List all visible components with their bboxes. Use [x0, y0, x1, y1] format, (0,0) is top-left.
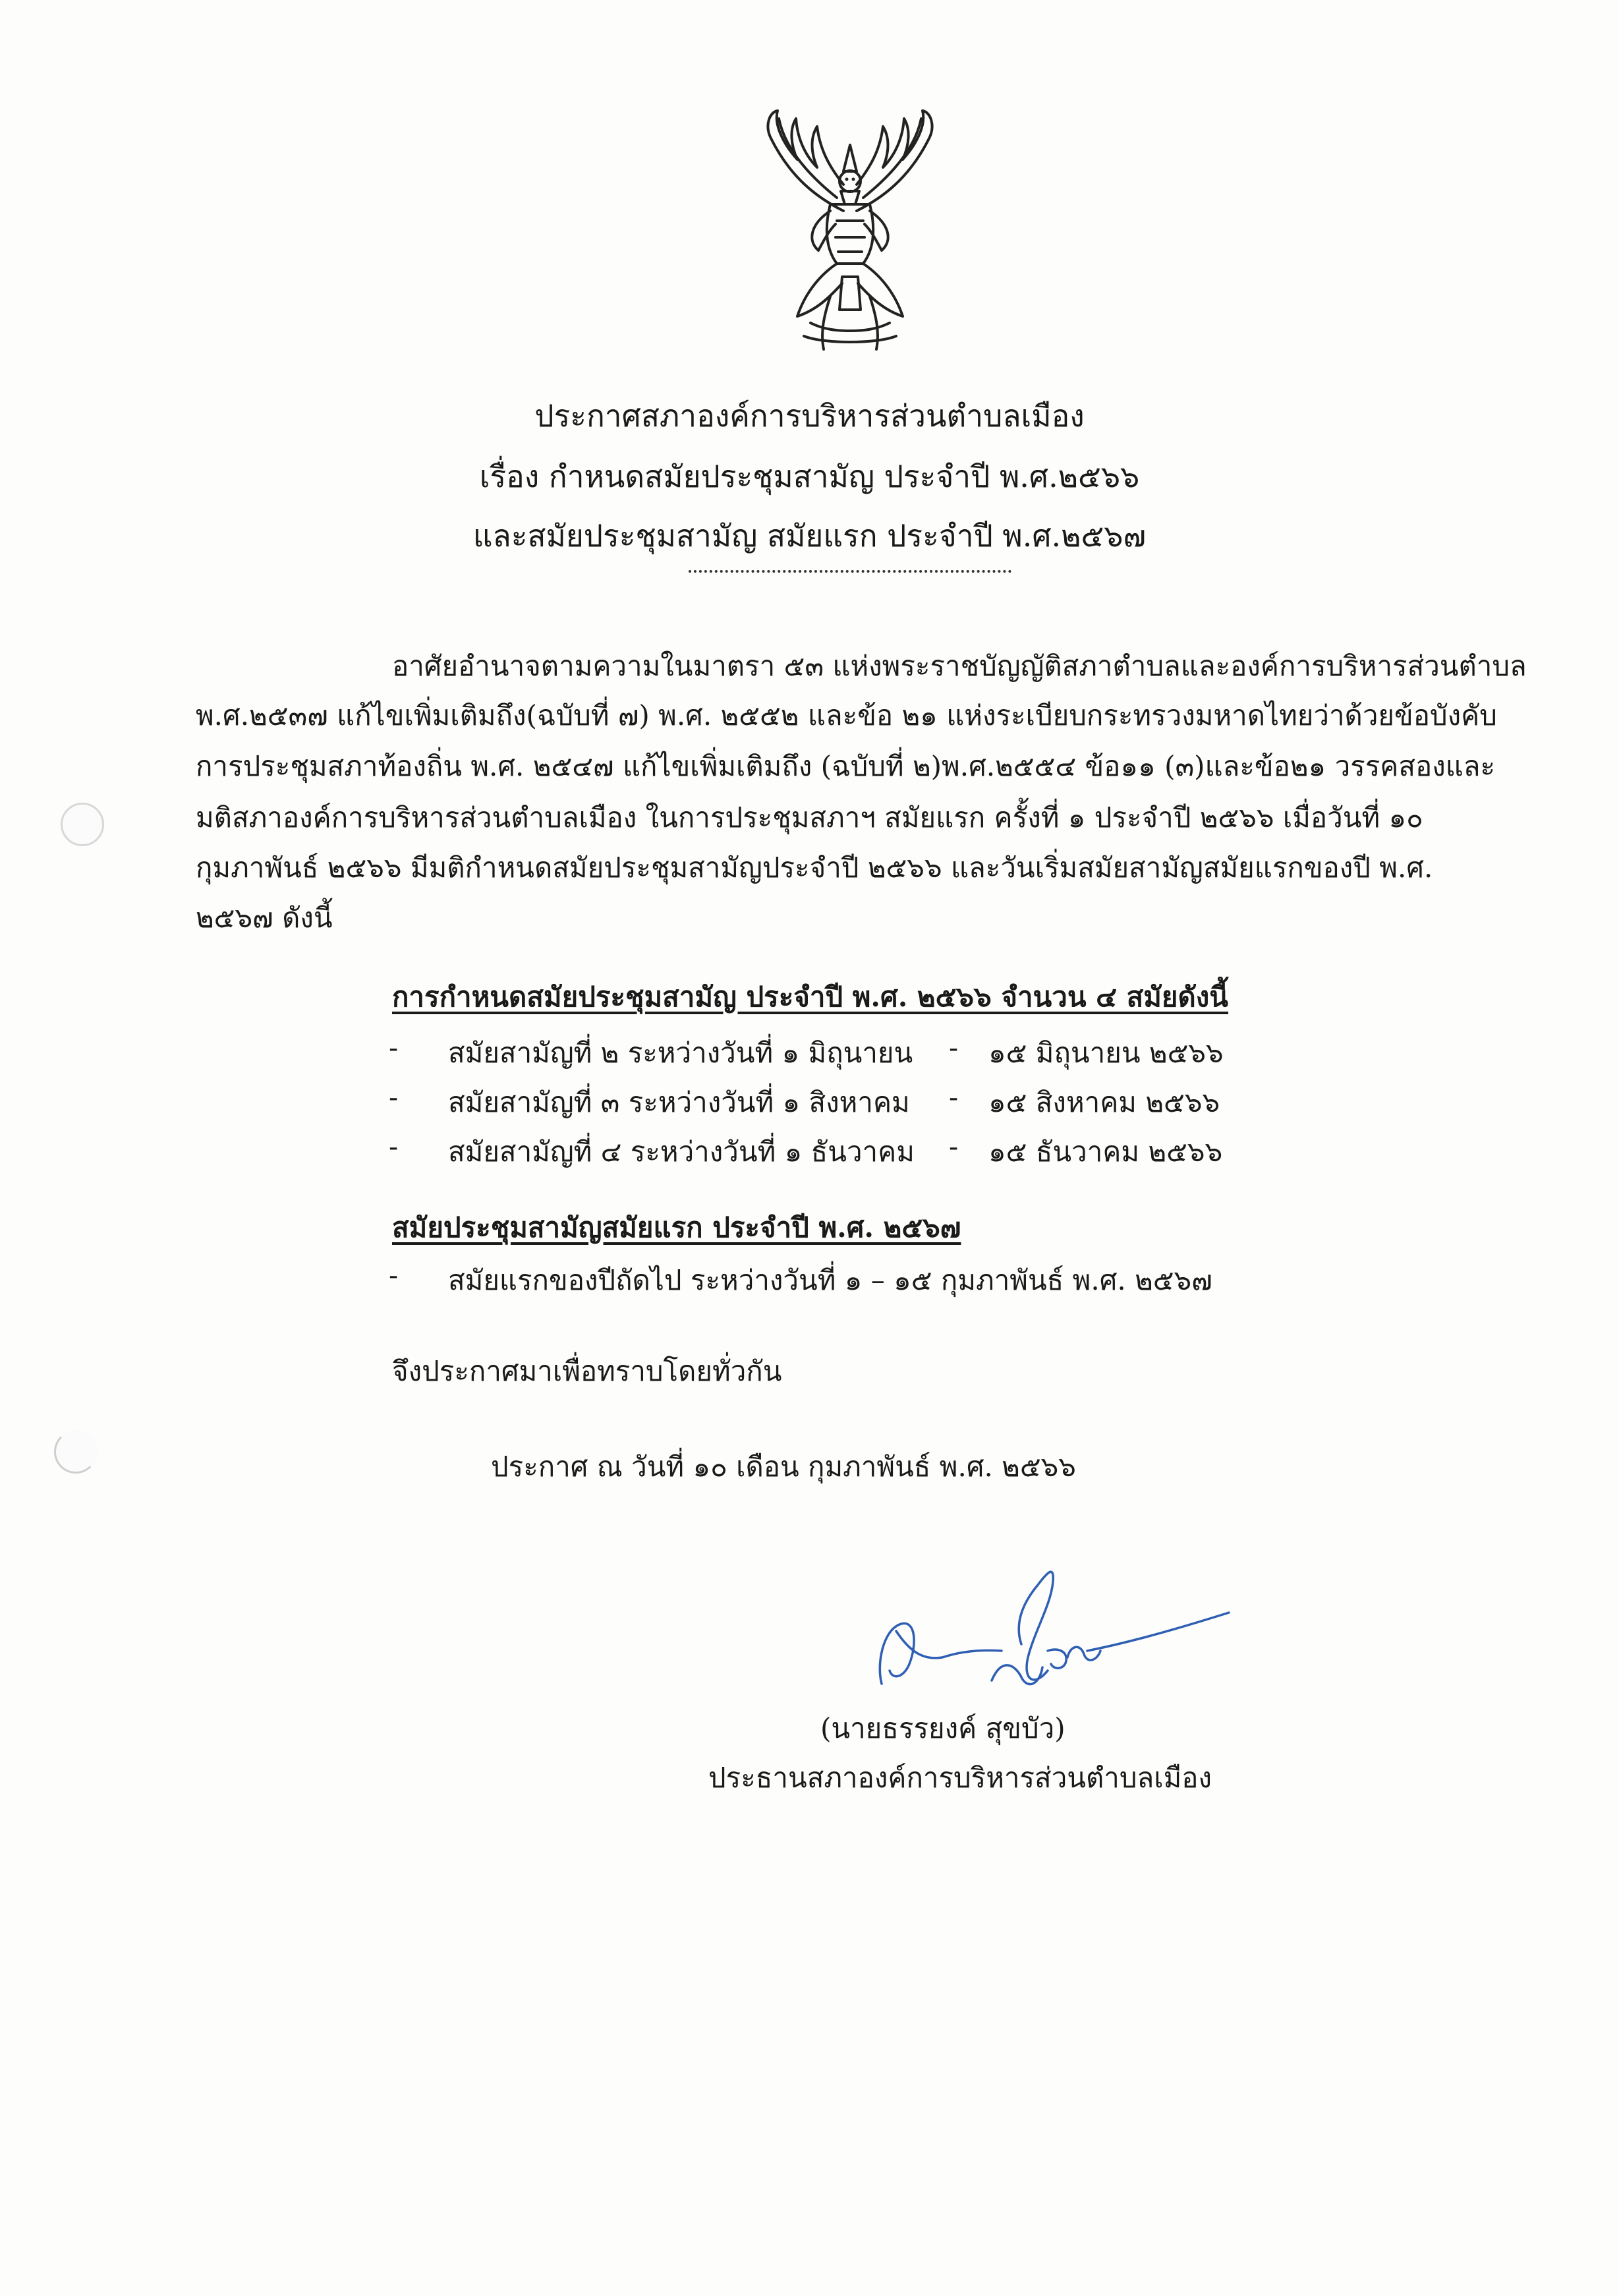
row-text: สมัยแรกของปีถัดไป ระหว่างวันที่ ๑ – ๑๕ กุมภาพันธ์ พ.ศ. ๒๕๖๗ — [448, 1264, 1212, 1296]
signatory-name: (นายธรรยงค์ สุขบัว) — [820, 1712, 1065, 1744]
signatory-title: ประธานสภาองค์การบริหารส่วนตำบลเมือง — [708, 1762, 1212, 1794]
body-line: กุมภาพันธ์ ๒๕๖๖ มีมติกำหนดสมัยประชุมสามัญประจำปี ๒๕๖๖ และวันเริ่มสมัยสามัญสมัยแรกของปี พ.ศ. — [196, 851, 1433, 884]
closing-statement: จึงประกาศมาเพื่อทราบโดยทั่วกัน — [392, 1355, 782, 1387]
body-line: มติสภาองค์การบริหารส่วนตำบลเมือง ในการประชุมสภาฯ สมัยแรก ครั้งที่ ๑ ประจำปี ๒๕๖๖ เมื่อวันที่ ๑๐ — [196, 801, 1423, 834]
body-line: ๒๕๖๗ ดังนี้ — [196, 902, 333, 934]
row-start: สมัยสามัญที่ ๔ ระหว่างวันที่ ๑ ธันวาคม — [448, 1135, 915, 1168]
handwritten-signature — [870, 1552, 1239, 1710]
announcement-title: ประกาศสภาองค์การบริหารส่วนตำบลเมือง — [534, 398, 1085, 434]
section-heading-2567: สมัยประชุมสามัญสมัยแรก ประจำปี พ.ศ. ๒๕๖๗ — [392, 1211, 961, 1244]
row-start: สมัยสามัญที่ ๒ ระหว่างวันที่ ๑ มิถุนายน — [448, 1037, 913, 1069]
announcement-subject: เรื่อง กำหนดสมัยประชุมสามัญ ประจำปี พ.ศ.๒๕๖๖ — [479, 459, 1140, 494]
garuda-emblem — [745, 99, 955, 362]
row-end: ๑๕ สิงหาคม ๒๕๖๖ — [988, 1086, 1220, 1118]
row-dash: - — [389, 1081, 399, 1113]
row-end: ๑๕ ธันวาคม ๒๕๖๖ — [988, 1135, 1223, 1168]
punch-hole-top — [61, 803, 104, 846]
announcement-date: ประกาศ ณ วันที่ ๑๐ เดือน กุมภาพันธ์ พ.ศ. ๒๕๖๖ — [491, 1450, 1076, 1483]
body-line: อาศัยอำนาจตามความในมาตรา ๕๓ แห่งพระราชบัญญัติสภาตำบลและองค์การบริหารส่วนตำบล — [392, 650, 1527, 682]
announcement-subject-cont: และสมัยประชุมสามัญ สมัยแรก ประจำปี พ.ศ.๒๕๖๗ — [472, 518, 1147, 554]
row-end: ๑๕ มิถุนายน ๒๕๖๖ — [988, 1037, 1224, 1069]
section-heading-2566: การกำหนดสมัยประชุมสามัญ ประจำปี พ.ศ. ๒๕๖๖ จำนวน ๔ สมัยดังนี้ — [392, 981, 1229, 1013]
row-dash: - — [389, 1031, 399, 1064]
row-dash: - — [389, 1259, 399, 1291]
punch-hole-bottom — [54, 1430, 98, 1474]
dotted-separator — [689, 570, 1011, 573]
row-start: สมัยสามัญที่ ๓ ระหว่างวันที่ ๑ สิงหาคม — [448, 1086, 910, 1118]
row-dash2: - — [949, 1130, 959, 1162]
body-line: การประชุมสภาท้องถิ่น พ.ศ. ๒๕๔๗ แก้ไขเพิ่มเติมถึง (ฉบับที่ ๒)พ.ศ.๒๕๕๔ ข้อ๑๑ (๓)และข้อ๒๑ วรรคสองและ — [196, 750, 1496, 782]
body-line: พ.ศ.๒๕๓๗ แก้ไขเพิ่มเติมถึง(ฉบับที่ ๗) พ.ศ. ๒๕๕๒ และข้อ ๒๑ แห่งระเบียบกระทรวงมหาดไทยว่าด้วยข้อบังคับ — [196, 699, 1497, 732]
row-dash: - — [389, 1130, 399, 1162]
row-dash2: - — [949, 1081, 959, 1113]
row-dash2: - — [949, 1031, 959, 1064]
